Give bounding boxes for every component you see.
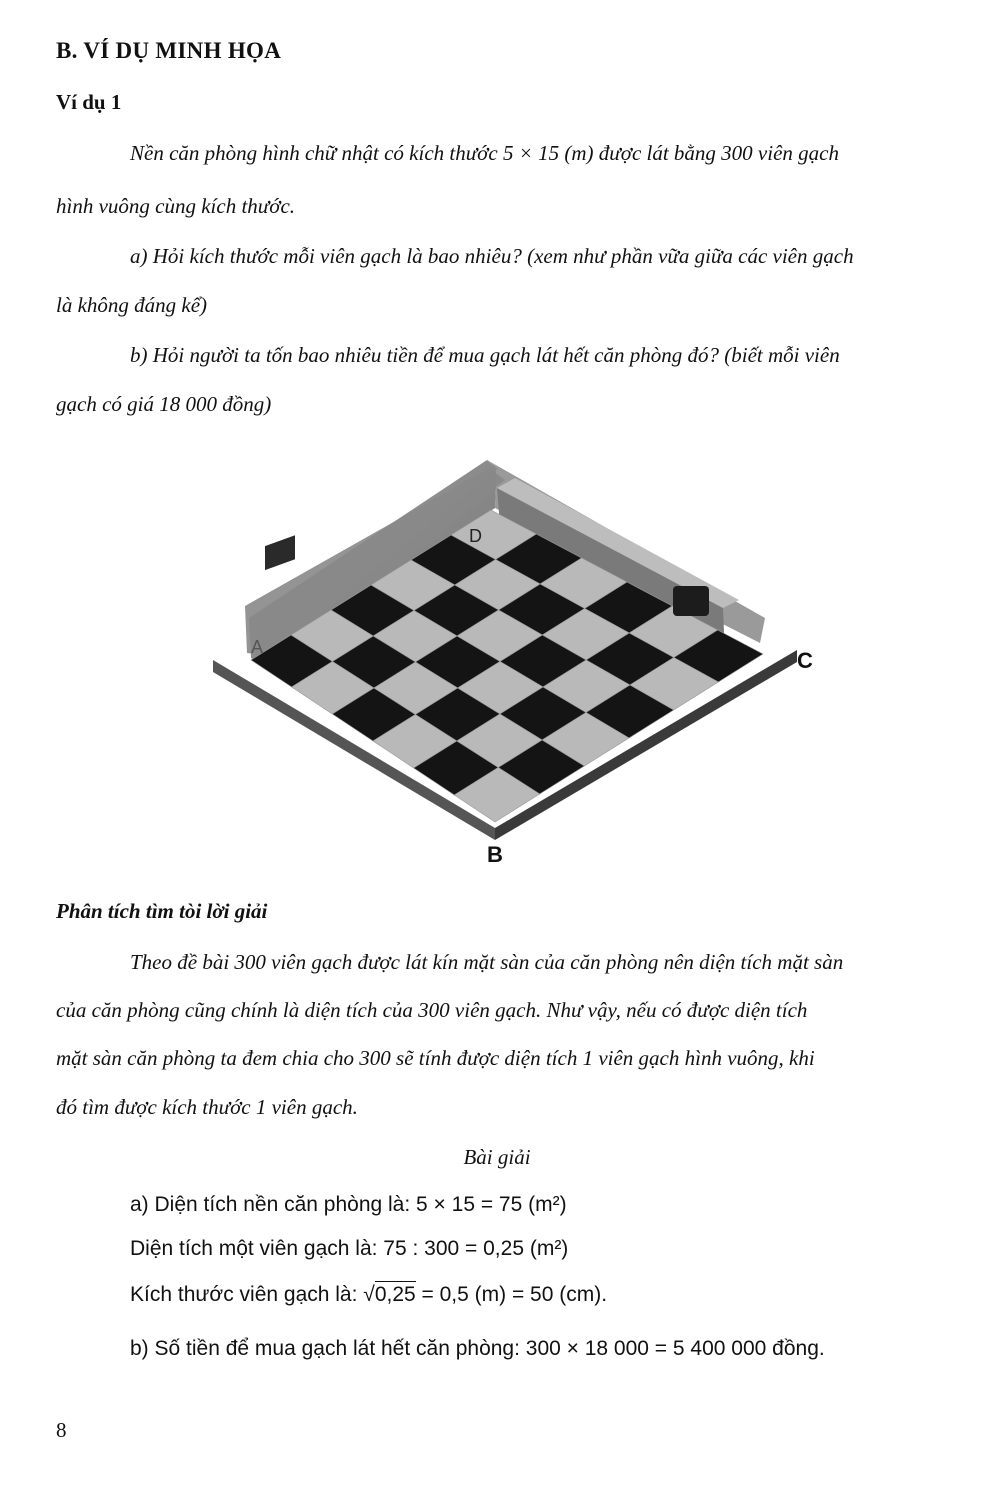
corner-label-d: D (469, 526, 482, 546)
problem-line-2: hình vuông cùng kích thước. (56, 194, 296, 218)
solution-b-line: b) Số tiền để mua gạch lát hết căn phòng: 300 × 18 000 = 5 400 000 đồng. (130, 1337, 825, 1360)
solution-title: Bài giải (463, 1145, 531, 1169)
corner-label-b: B (487, 842, 503, 867)
analysis-line-3: mặt sàn căn phòng ta đem chia cho 300 sẽ tính được diện tích 1 viên gạch hình vuông, khi (56, 1046, 815, 1070)
solution-a-line-3-prefix: Kích thước viên gạch là: (130, 1283, 364, 1306)
analysis-title: Phân tích tìm tòi lời giải (56, 899, 268, 923)
room-floor-illustration (205, 448, 825, 868)
corner-label-a: A (251, 637, 264, 657)
right-appliance (673, 586, 709, 616)
solution-a-line-1: a) Diện tích nền căn phòng là: 5 × 15 = 75 (m²) (130, 1193, 567, 1216)
question-a-line-2: là không đáng kể) (56, 293, 208, 317)
section-title: B. VÍ DỤ MINH HỌA (56, 38, 282, 63)
appliance-box (265, 535, 295, 570)
analysis-line-2: của căn phòng cũng chính là diện tích của 300 viên gạch. Như vậy, nếu có được diện tích (56, 998, 808, 1022)
floor-tiles (251, 510, 763, 822)
corner-label-c: C (797, 648, 813, 673)
analysis-line-1: Theo đề bài 300 viên gạch được lát kín mặt sàn của căn phòng nên diện tích mặt sàn (130, 950, 844, 974)
question-b-line-1: b) Hỏi người ta tốn bao nhiêu tiền để mua gạch lát hết căn phòng đó? (biết mỗi viên (130, 343, 840, 367)
page-number: 8 (56, 1418, 67, 1442)
question-b-line-2: gạch có giá 18 000 đồng) (56, 392, 272, 416)
solution-a-line-2: Diện tích một viên gạch là: 75 : 300 = 0,25 (m²) (130, 1237, 569, 1260)
solution-a-line-3-suffix: = 0,5 (m) = 50 (cm). (415, 1283, 608, 1306)
sqrt-radicand: 0,25 (374, 1283, 416, 1306)
problem-line-1: Nền căn phòng hình chữ nhật có kích thước 5 × 15 (m) được lát bằng 300 viên gạch (130, 141, 839, 165)
question-a-line-1: a) Hỏi kích thước mỗi viên gạch là bao nhiêu? (xem như phần vữa giữa các viên gạch (130, 244, 854, 268)
solution-a-line-3 (130, 1283, 607, 1307)
analysis-line-4: đó tìm được kích thước 1 viên gạch. (56, 1095, 358, 1119)
sqrt-symbol: √ (363, 1283, 375, 1306)
example-title: Ví dụ 1 (56, 90, 122, 114)
